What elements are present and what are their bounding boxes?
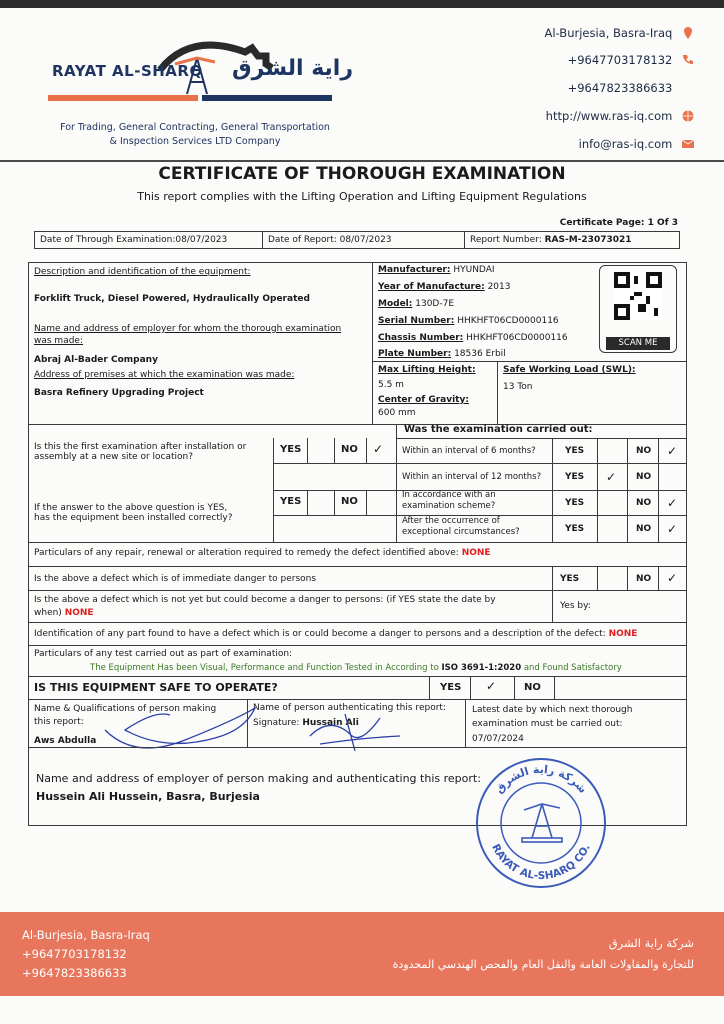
int12-no: NO bbox=[636, 472, 652, 482]
yes-by-label: Yes by: bbox=[560, 601, 591, 611]
immediate-no-check[interactable]: ✓ bbox=[667, 571, 678, 585]
plate-number: Plate Number: 18536 Erbil bbox=[378, 349, 506, 359]
contact-phone-2: +9647823386633 bbox=[567, 81, 673, 95]
certificate-title: CERTIFICATE OF THOROUGH EXAMINATION bbox=[158, 164, 566, 184]
cog-label: Center of Gravity: bbox=[378, 395, 469, 405]
cog-value: 600 mm bbox=[378, 408, 416, 418]
employer-label: Name and address of employer for whom the thorough examination bbox=[34, 324, 342, 334]
int12-yes: YES bbox=[565, 472, 585, 482]
max-lift-label: Max Lifting Height: bbox=[378, 365, 476, 375]
company-tagline bbox=[40, 121, 350, 149]
logo-text-en: RAYAT AL-SHARQ bbox=[52, 62, 203, 80]
footer-contact bbox=[22, 926, 150, 983]
immediate-no: NO bbox=[636, 574, 652, 584]
employer-value: Abraj Al-Bader Company bbox=[34, 355, 158, 365]
q1-yes-label: YES bbox=[280, 444, 302, 455]
envelope-icon bbox=[682, 138, 694, 150]
q2-no-label: NO bbox=[341, 496, 358, 507]
serial-number: Serial Number: HHKHFT06CD0000116 bbox=[378, 316, 559, 326]
exam-date: Date of Through Examination:08/07/2023 bbox=[40, 235, 228, 245]
svg-text:شركة راية الشرق: شركة راية الشرق bbox=[492, 762, 590, 796]
globe-icon bbox=[682, 110, 694, 122]
phone-icon bbox=[682, 54, 694, 66]
employer-of-reporter-value: Hussein Ali Hussein, Basra, Burjesia bbox=[36, 790, 260, 803]
swl-value: 13 Ton bbox=[503, 382, 533, 392]
footer-company-ar: شركة راية الشرق bbox=[608, 936, 694, 950]
q1-no-label: NO bbox=[341, 444, 358, 455]
scheme-yes: YES bbox=[565, 498, 585, 508]
footer-phone-2: +9647823386633 bbox=[22, 966, 127, 980]
int6-yes: YES bbox=[565, 446, 585, 456]
company-stamp bbox=[474, 756, 608, 890]
svg-text:RAYAT AL-SHARQ CO.: RAYAT AL-SHARQ CO. bbox=[489, 842, 593, 883]
exam-header: Was the examination carried out: bbox=[404, 424, 593, 435]
report-maker-value: Aws Abdulla bbox=[34, 736, 97, 746]
chassis-number: Chassis Number: HHKHFT06CD0000116 bbox=[378, 333, 568, 343]
excep-no-check[interactable]: ✓ bbox=[667, 522, 678, 536]
certificate-page-number: Certificate Page: 1 Of 3 bbox=[559, 218, 678, 228]
q2-yes-label: YES bbox=[280, 496, 302, 507]
premises-label: Address of premises at which the examination was made: bbox=[34, 370, 295, 380]
exceptional-label: After the occurrence of exceptional circumstances? bbox=[402, 516, 520, 537]
footer-phone-1: +9647703178132 bbox=[22, 947, 127, 961]
qr-code-icon[interactable] bbox=[614, 272, 662, 320]
interval-6-label: Within an interval of 6 months? bbox=[402, 446, 536, 456]
q1-no-checkbox[interactable]: ✓ bbox=[373, 442, 384, 456]
scan-me-label: SCAN ME bbox=[606, 337, 670, 350]
report-maker-label: Name & Qualifications of person making this report: bbox=[34, 704, 217, 727]
scheme-label: In accordance with an examination scheme? bbox=[402, 490, 496, 511]
year-of-manufacture: Year of Manufacture: 2013 bbox=[378, 282, 511, 292]
footer-tagline-ar: للتجارة والمقاولات العامة والنقل العام والفحص الهندسي المحدودة bbox=[392, 958, 694, 971]
certificate-subtitle: This report complies with the Lifting Operation and Lifting Equipment Regulations bbox=[137, 190, 587, 203]
swl-label: Safe Working Load (SWL): bbox=[503, 365, 636, 375]
interval-12-label: Within an interval of 12 months? bbox=[402, 472, 542, 482]
tagline-line-2: & Inspection Services LTD Company bbox=[109, 136, 281, 147]
contact-address: Al-Burjesia, Basra-Iraq bbox=[545, 26, 695, 40]
employer-of-reporter-label: Name and address of employer of person making and authenticating this report: bbox=[36, 772, 481, 785]
location-pin-icon bbox=[682, 27, 694, 39]
next-exam-date: 07/07/2024 bbox=[472, 734, 524, 744]
q2: If the answer to the above question is YES, has the equipment been installed correctly? bbox=[34, 503, 233, 523]
future-danger-row: Is the above a defect which is not yet but could become a danger to persons: (if YES state the date by when) NONE bbox=[34, 595, 496, 618]
report-number: Report Number: RAS-M-23073021 bbox=[470, 235, 632, 245]
contact-email[interactable]: info@ras-iq.com bbox=[579, 137, 694, 151]
authenticator-label: Name of person authenticating this report: bbox=[253, 703, 446, 713]
desc-label: Description and identification of the equipment: bbox=[34, 267, 251, 277]
max-lift-value: 5.5 m bbox=[378, 380, 404, 390]
test-label: Particulars of any test carried out as part of examination: bbox=[34, 649, 293, 659]
logo-text-ar: راية الشرق bbox=[232, 56, 354, 81]
top-bar bbox=[0, 0, 724, 8]
repair-row: Particulars of any repair, renewal or alteration required to remedy the defect identified above: NONE bbox=[34, 548, 491, 558]
defect-ident-row: Identification of any part found to have a defect which is or could become a danger to persons and a description of the defect: NONE bbox=[34, 629, 638, 639]
manufacturer: Manufacturer: HYUNDAI bbox=[378, 265, 495, 275]
excep-no: NO bbox=[636, 524, 652, 534]
q1: Is this the first examination after installation or assembly at a new site or location? bbox=[34, 442, 247, 462]
int6-no: NO bbox=[636, 446, 652, 456]
int6-no-check[interactable]: ✓ bbox=[667, 444, 678, 458]
handwritten-signature-1 bbox=[95, 690, 275, 760]
signature-line: Signature: Hussain Ali bbox=[253, 718, 359, 728]
contact-phone-1: +9647703178132 bbox=[568, 53, 694, 67]
model: Model: 130D-7E bbox=[378, 299, 455, 309]
tagline-line-1: For Trading, General Contracting, General Transportation bbox=[60, 122, 330, 133]
safe-to-operate-label: IS THIS EQUIPMENT SAFE TO OPERATE? bbox=[34, 681, 278, 694]
immediate-danger-label: Is the above a defect which is of immediate danger to persons bbox=[34, 574, 317, 584]
premises-value: Basra Refinery Upgrading Project bbox=[34, 388, 204, 398]
footer-address: Al-Burjesia, Basra-Iraq bbox=[22, 928, 150, 942]
desc-value: Forklift Truck, Diesel Powered, Hydraulically Operated bbox=[34, 294, 310, 304]
excep-yes: YES bbox=[565, 524, 585, 534]
safe-yes: YES bbox=[440, 682, 462, 693]
scheme-no-check[interactable]: ✓ bbox=[667, 496, 678, 510]
test-value: The Equipment Has been Visual, Performance and Function Tested in According to ISO 3691-1:2020 and Found Satisfactory bbox=[90, 663, 622, 673]
next-exam-label: Latest date by which next thorough examination must be carried out: bbox=[472, 705, 633, 729]
int12-yes-check[interactable]: ✓ bbox=[606, 470, 617, 484]
safe-yes-check[interactable]: ✓ bbox=[486, 679, 497, 693]
scheme-no: NO bbox=[636, 498, 652, 508]
safe-no: NO bbox=[524, 682, 541, 693]
header-divider bbox=[0, 160, 724, 162]
contact-website[interactable]: http://www.ras-iq.com bbox=[546, 109, 694, 123]
immediate-yes: YES bbox=[560, 574, 580, 584]
handwritten-signature-2 bbox=[300, 706, 410, 756]
report-date: Date of Report: 08/07/2023 bbox=[268, 235, 392, 245]
